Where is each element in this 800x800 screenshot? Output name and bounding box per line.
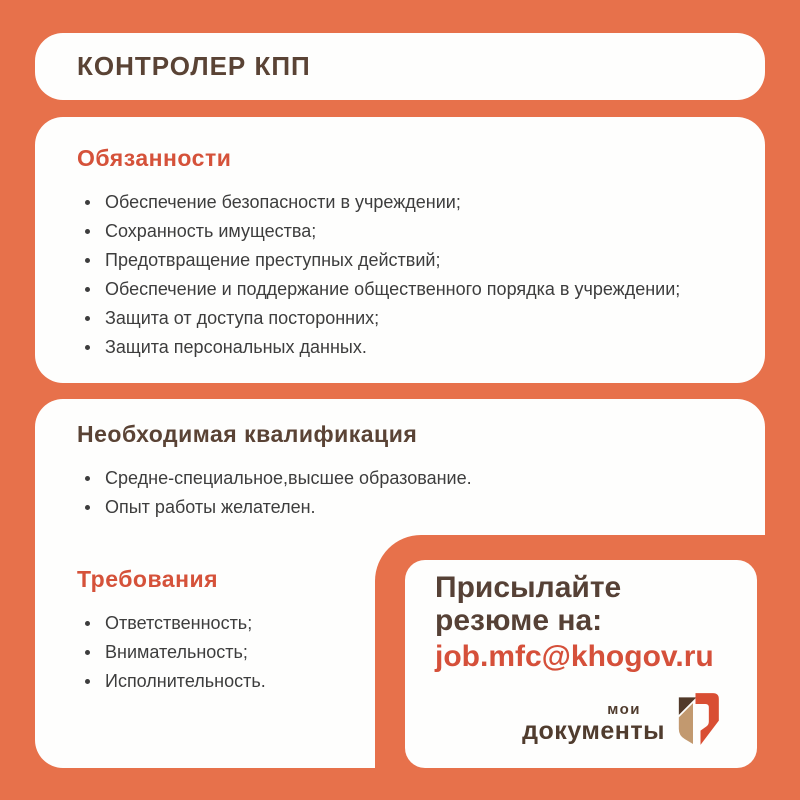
logo-word-dokumenty: документы: [522, 717, 665, 745]
list-item: Защита от доступа посторонних;: [77, 304, 723, 333]
logo-wordmark: [522, 701, 665, 750]
list-item: Ответственность;: [77, 609, 723, 638]
requirements-heading: Требования: [77, 566, 219, 592]
list-item: Обеспечение и поддержание общественного порядка в учреждении;: [77, 275, 723, 304]
contact-text-line2: резюме на:: [435, 604, 603, 637]
list-item: Сохранность имущества;: [77, 217, 723, 246]
duties-list: [77, 188, 723, 362]
qualification-card: [35, 399, 765, 768]
my-documents-shield-icon: [673, 688, 723, 750]
list-item: Средне-специальное,высшее образование.: [77, 464, 723, 493]
list-item: Защита персональных данных.: [77, 333, 723, 362]
my-documents-logo: [522, 688, 723, 750]
list-item: Обеспечение безопасности в учреждении;: [77, 188, 723, 217]
page-title: КОНТРОЛЕР КПП: [77, 51, 311, 81]
contact-email-link[interactable]: job.mfc@khogov.ru: [435, 640, 714, 673]
qualification-list: [77, 464, 723, 522]
logo-word-moi: мои: [607, 701, 641, 718]
duties-heading: Обязанности: [77, 145, 232, 171]
duties-card: [35, 117, 765, 383]
contact-card: [405, 560, 757, 768]
list-item: Предотвращение преступных действий;: [77, 246, 723, 275]
contact-text-line1: Присылайте: [435, 571, 622, 604]
list-item: Исполнительность.: [77, 667, 723, 696]
list-item: Опыт работы желателен.: [77, 493, 723, 522]
contact-overlay: [375, 535, 800, 800]
list-item: Внимательность;: [77, 638, 723, 667]
title-card: [35, 33, 765, 100]
qualification-heading: Необходимая квалификация: [77, 421, 418, 447]
